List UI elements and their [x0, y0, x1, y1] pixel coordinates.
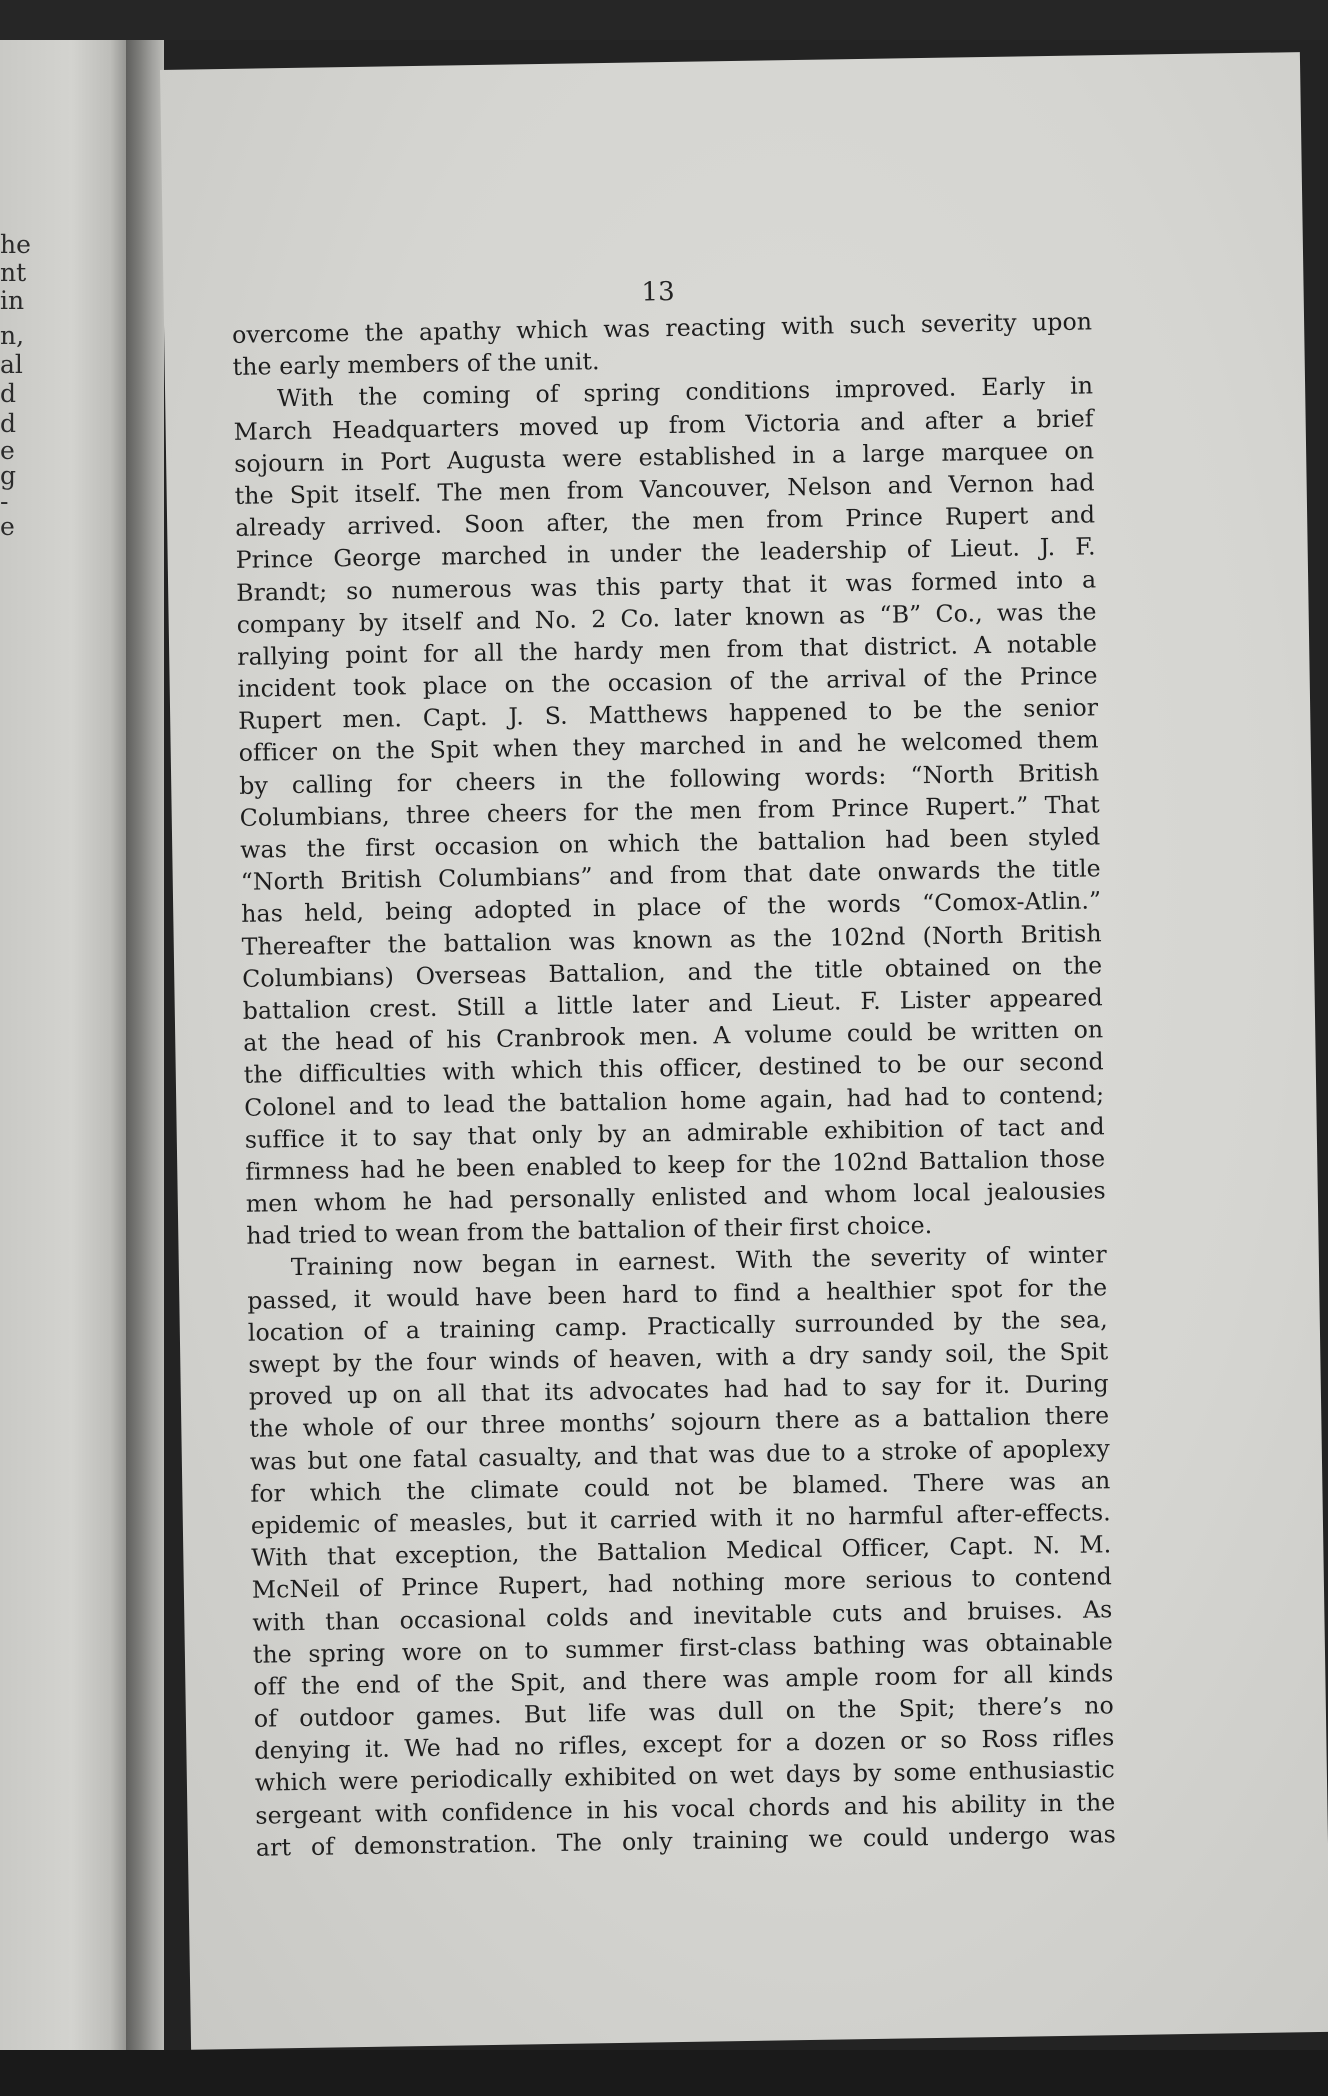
text-line: rallying point for all the hardy men from that district. A notable [237, 629, 1098, 671]
previous-page-edge [0, 40, 130, 2050]
text-line: sergeant with confidence in his vocal chords and his ability in the [255, 1787, 1116, 1830]
text-line: sojourn in Port Augusta were established in a large marquee on [233, 436, 1095, 478]
previous-page-text-fragment: - [0, 487, 9, 516]
text-line: at the head of his Cranbrook men. A volume could be written on [243, 1015, 1104, 1057]
text-line: McNeil of Prince Rupert, had nothing more serious to contend [251, 1562, 1113, 1605]
text-line: off the end of the Spit, and there was ample room for all kinds [253, 1659, 1114, 1701]
text-line: was but one fatal casualty, and that was due to a stroke of apoplexy [249, 1433, 1110, 1476]
text-line: has held, being adopted in place of the words “Comox-Atlin.” [241, 886, 1102, 929]
text-line: Prince George marched in under the leadership of Lieut. J. F. [235, 532, 1096, 575]
text-line: Training now began in earnest. With the severity of winter [290, 1240, 1107, 1282]
text-line: overcome the apathy which was reacting with such severity upon [231, 307, 1093, 349]
text-line: which were periodically exhibited on wet days by some enthusiastic [254, 1755, 1116, 1798]
text-line: of outdoor games. But life was dull on the Spit; there’s no [253, 1691, 1115, 1733]
text-line: swept by the four winds of heaven, with a dry sandy soil, the Spit [248, 1337, 1109, 1379]
text-line: firmness had he been enabled to keep for the 102nd Battalion those [245, 1144, 1106, 1186]
book-spine-shadow [126, 40, 164, 2050]
text-line: Colonel and to lead the battalion home again, had had to contend; [244, 1079, 1105, 1122]
text-line: company by itself and No. 2 Co. later known as “B” Co., was the [236, 597, 1097, 639]
text-line: “North British Columbians” and from that date onwards the title [240, 854, 1101, 897]
text-line: the whole of our three months’ sojourn there as a battalion there [249, 1401, 1110, 1444]
text-line: proved up on all that its advocates had had to say for it. During [248, 1369, 1109, 1411]
text-line: With the coming of spring conditions improved. Early in [276, 371, 1094, 413]
book-page [160, 52, 1328, 2050]
text-line: Columbians, three cheers for the men from Prince Rupert.” That [239, 790, 1100, 832]
text-line: passed, it would have been hard to find a healthier spot for the [247, 1272, 1108, 1315]
text-line: men whom he had personally enlisted and whom local jealousies [245, 1176, 1106, 1218]
text-line: the difficulties with which this officer, destined to be our second [243, 1047, 1104, 1090]
text-line: the Spit itself. The men from Vancouver, Nelson and Vernon had [234, 468, 1095, 510]
text-line: for which the climate could not be blamed. There was an [250, 1465, 1111, 1508]
bottom-shadow [0, 2050, 1328, 2096]
previous-page-text-fragment: nt [0, 258, 27, 287]
text-line: March Headquarters moved up from Victoria and after a brief [233, 403, 1094, 446]
text-line: Columbians) Overseas Battalion, and the title obtained on the [242, 951, 1103, 993]
previous-page-text-fragment: e [0, 512, 15, 541]
text-line: epidemic of measles, but it carried with it no harmful after-effects. [250, 1498, 1111, 1540]
text-line: art of demonstration. The only training we could undergo was [255, 1820, 1117, 1862]
text-line: Brandt; so numerous was this party that it was formed into a [235, 564, 1097, 607]
text-line: the spring wore on to summer first-class bathing was obtainable [252, 1626, 1114, 1669]
text-line: With that exception, the Battalion Medical Officer, Capt. N. M. [251, 1530, 1112, 1572]
text-line: was the first occasion on which the battalion had been styled [240, 822, 1101, 864]
previous-page-text-fragment: n, [0, 321, 25, 350]
text-line: already arrived. Soon after, the men from Prince Rupert and [234, 500, 1096, 542]
text-line: Thereafter the battalion was known as the 102nd (North British [241, 918, 1102, 961]
text-line: officer on the Spit when they marched in and he welcomed them [238, 725, 1099, 768]
body-text [232, 305, 1116, 1863]
text-line: the early members of the unit. [232, 347, 600, 382]
text-line: battalion crest. Still a little later and Lieut. F. Lister appeared [242, 983, 1103, 1025]
text-line: with than occasional colds and inevitable cuts and bruises. As [252, 1594, 1113, 1637]
previous-page-text-fragment: al [0, 350, 23, 379]
text-line: suffice it to say that only by an admirable exhibition of tact and [244, 1111, 1105, 1154]
previous-page-text-fragment: g [0, 461, 17, 490]
previous-page-text-fragment: d [0, 379, 17, 408]
page-number: 13 [641, 276, 675, 308]
top-shadow [0, 0, 1328, 40]
previous-page-text-fragment: he [0, 230, 31, 259]
text-line: had tried to wean from the battalion of their first choice. [246, 1211, 933, 1251]
previous-page-text-fragment: e [0, 436, 15, 465]
text-line: Rupert men. Capt. J. S. Matthews happened to be the senior [238, 693, 1099, 736]
text-line: incident took place on the occasion of the arrival of the Prince [237, 661, 1098, 703]
text-line: denying it. We had no rifles, except for a dozen or so Ross rifles [254, 1723, 1115, 1765]
previous-page-text-fragment: d [0, 409, 17, 438]
text-line: location of a training camp. Practically surrounded by the sea, [247, 1305, 1108, 1347]
previous-page-text-fragment: in [0, 286, 25, 315]
text-line: by calling for cheers in the following words: “North British [239, 757, 1100, 800]
